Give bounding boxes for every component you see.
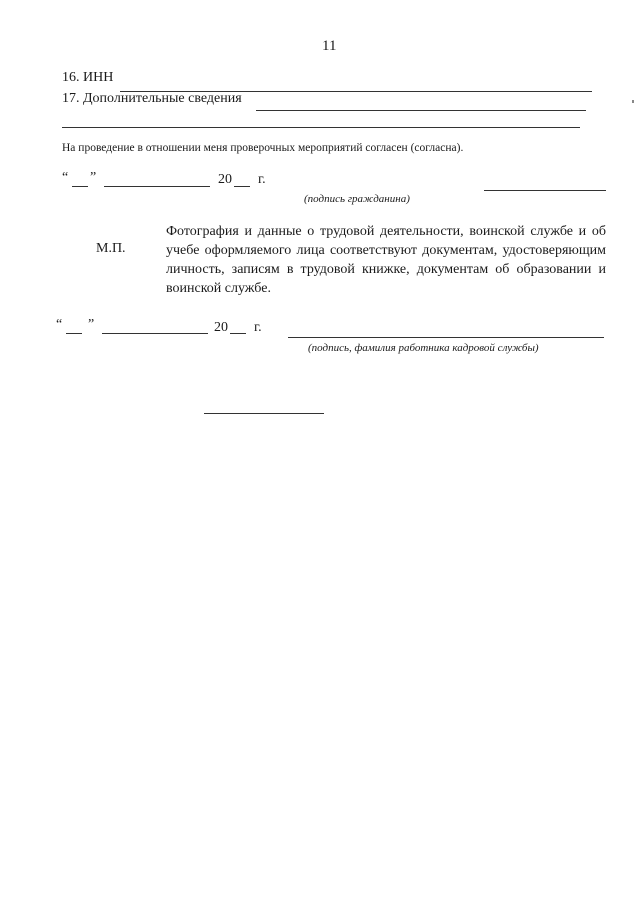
date-year-prefix-1: 20 bbox=[218, 172, 232, 187]
scan-speck bbox=[632, 100, 634, 103]
date-year-suffix-2: г. bbox=[254, 320, 262, 335]
citizen-signature-caption: (подпись гражданина) bbox=[304, 193, 410, 205]
closing-separator bbox=[204, 413, 324, 414]
additional-info-line-1[interactable] bbox=[256, 110, 586, 111]
date-month-line-2[interactable] bbox=[102, 333, 208, 334]
date-year-suffix-1: г. bbox=[258, 172, 266, 187]
date-day-line-2[interactable] bbox=[66, 333, 82, 334]
hr-signature-line[interactable] bbox=[288, 337, 604, 338]
additional-info-line-2[interactable] bbox=[62, 127, 580, 128]
verification-statement: Фотография и данные о трудовой деятельности, воинской службе и об учебе оформляемого лица соответствуют документам, удостоверяющим личность, записям в трудовой книжке, документам об образовании и воинской службе. bbox=[166, 224, 606, 296]
hr-signature-caption: (подпись, фамилия работника кадровой службы) bbox=[308, 342, 539, 354]
additional-info-label: 17. Дополнительные сведения bbox=[62, 91, 242, 106]
date-year-line-1[interactable] bbox=[234, 186, 250, 187]
date-month-line-1[interactable] bbox=[104, 186, 210, 187]
date-close-quote-2: ” bbox=[88, 317, 95, 332]
date-open-quote-2: “ bbox=[56, 317, 63, 332]
page-number: 11 bbox=[322, 38, 337, 54]
date-year-prefix-2: 20 bbox=[214, 320, 228, 335]
stamp-label: М.П. bbox=[96, 241, 126, 256]
citizen-signature-line[interactable] bbox=[484, 190, 606, 191]
date-day-line-1[interactable] bbox=[72, 186, 88, 187]
inn-label: 16. ИНН bbox=[62, 70, 114, 85]
date-close-quote-1: ” bbox=[90, 170, 97, 185]
date-year-line-2[interactable] bbox=[230, 333, 246, 334]
consent-text: На проведение в отношении меня проверочных мероприятий согласен (согласна). bbox=[62, 142, 464, 154]
date-open-quote-1: “ bbox=[62, 170, 69, 185]
